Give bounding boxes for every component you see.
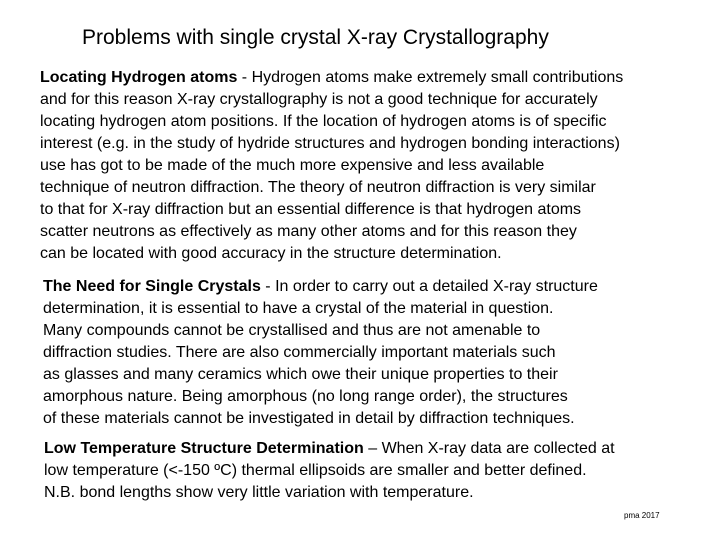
low-temperature-heading: Low Temperature Structure Determination bbox=[44, 440, 364, 457]
low-temperature-line-1 bbox=[44, 438, 615, 460]
hydrogen-paragraph bbox=[40, 67, 623, 265]
single-crystals-line-2: determination, it is essential to have a crystal of the material in question. bbox=[43, 300, 554, 317]
hydrogen-line-2: and for this reason X-ray crystallography is not a good technique for accurately bbox=[40, 91, 598, 108]
low-temperature-separator: – bbox=[363, 440, 382, 457]
hydrogen-line-1-text: Hydrogen atoms make extremely small contributions bbox=[251, 69, 624, 86]
footer-credit: pma 2017 bbox=[624, 511, 660, 520]
single-crystals-line-4: diffraction studies. There are also commercially important materials such bbox=[43, 344, 556, 361]
hydrogen-line-1 bbox=[40, 67, 623, 89]
hydrogen-line-4: interest (e.g. in the study of hydride structures and hydrogen bonding interactions) bbox=[40, 135, 620, 152]
single-crystals-separator: - bbox=[260, 278, 276, 295]
hydrogen-line-5: use has got to be made of the much more expensive and less available bbox=[40, 157, 545, 174]
single-crystals-paragraph bbox=[43, 276, 598, 430]
single-crystals-heading: The Need for Single Crystals bbox=[43, 278, 261, 295]
single-crystals-line-7: of these materials cannot be investigated in detail by diffraction techniques. bbox=[43, 410, 575, 427]
hydrogen-line-6: technique of neutron diffraction. The theory of neutron diffraction is very similar bbox=[40, 179, 596, 196]
low-temperature-paragraph bbox=[44, 438, 615, 504]
hydrogen-heading: Locating Hydrogen atoms bbox=[40, 69, 238, 86]
hydrogen-line-3: locating hydrogen atom positions. If the location of hydrogen atoms is of specific bbox=[40, 113, 607, 130]
low-temperature-line-1-text: When X-ray data are collected at bbox=[381, 440, 615, 457]
single-crystals-line-6: amorphous nature. Being amorphous (no long range order), the structures bbox=[43, 388, 568, 405]
hydrogen-line-8: scatter neutrons as effectively as many other atoms and for this reason they bbox=[40, 223, 577, 240]
hydrogen-line-7: to that for X-ray diffraction but an essential difference is that hydrogen atoms bbox=[40, 201, 582, 218]
single-crystals-line-5: as glasses and many ceramics which owe their unique properties to their bbox=[43, 366, 558, 383]
slide-title: Problems with single crystal X-ray Crystallography bbox=[82, 26, 549, 49]
hydrogen-separator: - bbox=[237, 69, 252, 86]
single-crystals-line-1 bbox=[43, 276, 598, 298]
single-crystals-line-3: Many compounds cannot be crystallised and thus are not amenable to bbox=[43, 322, 541, 339]
low-temperature-line-2: low temperature (<-150 ºC) thermal ellipsoids are smaller and better defined. bbox=[44, 462, 587, 479]
low-temperature-line-3: N.B. bond lengths show very little variation with temperature. bbox=[44, 484, 474, 501]
single-crystals-line-1-text: In order to carry out a detailed X-ray structure bbox=[275, 278, 598, 295]
hydrogen-line-9: can be located with good accuracy in the structure determination. bbox=[40, 245, 502, 262]
